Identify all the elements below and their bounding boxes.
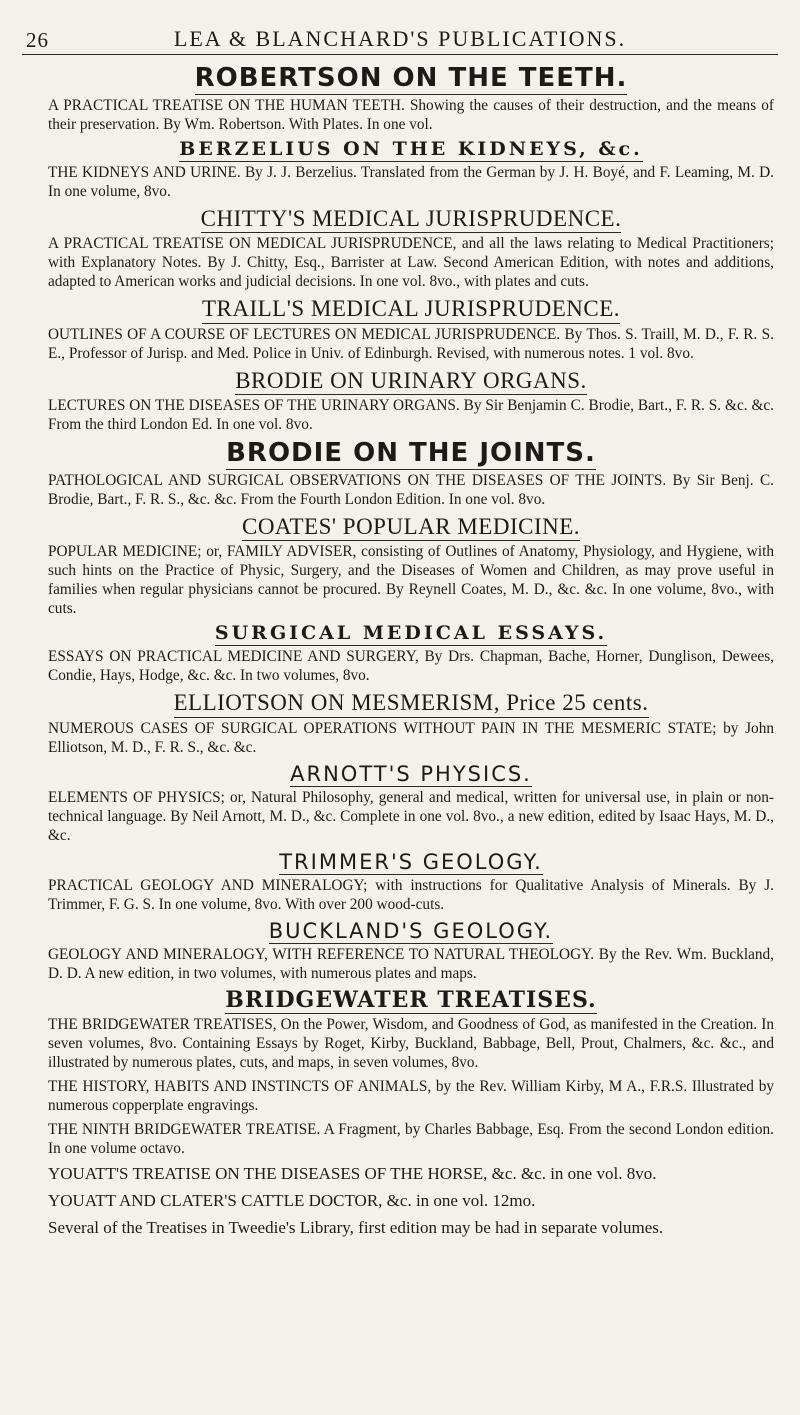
section-heading [48, 139, 774, 162]
section-heading [48, 988, 774, 1014]
catalogue-content [48, 62, 774, 1244]
section-heading-text: BRIDGEWATER TREATISES. [225, 987, 597, 1014]
section-heading [48, 64, 774, 95]
section-heading [48, 690, 774, 717]
section-heading-text: SURGICAL MEDICAL ESSAYS. [214, 622, 608, 645]
section-heading [48, 368, 774, 395]
catalogue-entry: PRACTICAL GEOLOGY AND MINERALOGY; with instructions for Qualitative Analysis of Minerals. By J. Trimmer, F. G. S. In one volume, 8vo. With over 200 wood-cuts. [48, 876, 774, 913]
catalogue-entry: OUTLINES OF A COURSE OF LECTURES ON MEDICAL JURISPRUDENCE. By Thos. S. Traill, M. D., F. R. S. E., Professor of Jurisp. and Med. Police in Univ. of Edinburgh. Revised, with numerous notes. 1 vol. 8vo. [48, 325, 774, 362]
section-heading-text: BERZELIUS ON THE KIDNEYS, &c. [179, 137, 643, 160]
section-heading-text: BUCKLAND'S GEOLOGY. [268, 918, 554, 943]
catalogue-entry: THE KIDNEYS AND URINE. By J. J. Berzelius. Translated from the German by J. H. Boyé, and F. Leaming, M. D. In one volume, 8vo. [48, 163, 774, 200]
running-head [22, 24, 778, 55]
catalogue-entry: PATHOLOGICAL AND SURGICAL OBSERVATIONS ON THE DISEASES OF THE JOINTS. By Sir Benj. C. Brodie, Bart., F. R. S., &c. &c. From the Fourth London Edition. In one vol. 8vo. [48, 471, 774, 508]
section-heading [48, 850, 774, 875]
section-heading [48, 514, 774, 541]
section-heading [48, 206, 774, 233]
section-heading-text: ROBERTSON ON THE TEETH. [194, 63, 628, 93]
section-heading-text: BRODIE ON THE JOINTS. [226, 438, 596, 469]
running-title: LEA & BLANCHARD'S PUBLICATIONS. [173, 26, 627, 51]
closing-entry: Several of the Treatises in Tweedie's Library, first edition may be had in separate volumes. [48, 1218, 664, 1238]
catalogue-entry: THE NINTH BRIDGEWATER TREATISE. A Fragment, by Charles Babbage, Esq. From the second London edition. In one volume octavo. [48, 1121, 774, 1158]
catalogue-entry: GEOLOGY AND MINERALOGY, WITH REFERENCE TO NATURAL THEOLOGY. By the Rev. Wm. Buckland, D. D. A new edition, in two volumes, with numerous plates and maps. [48, 946, 774, 983]
catalogue-entry: A PRACTICAL TREATISE ON MEDICAL JURISPRUDENCE, and all the laws relating to Medical Practitioners; with Explanatory Notes. By J. Chitty, Esq., Barrister at Law. Second American Edition, with notes and additions, adapted to American works and judicial decisions. In one vol. 8vo., with plates and cuts. [48, 235, 774, 291]
catalogue-entry: ESSAYS ON PRACTICAL MEDICINE AND SURGERY, By Drs. Chapman, Bache, Horner, Dunglison, Dewees, Condie, Hays, Hodge, &c. &c. In two volumes, 8vo. [48, 648, 774, 685]
catalogue-entry: THE BRIDGEWATER TREATISES, On the Power, Wisdom, and Goodness of God, as manifested in the Creation. In seven volumes, 8vo. Containing Essays by Roget, Kirby, Buckland, Babbage, Bell, Prout, Chalmers, &c. &c., and illustrated by numerous plates, cuts, and maps, in seven volumes, 8vo. [48, 1016, 774, 1072]
page-number: 26 [26, 28, 49, 52]
section-heading [48, 439, 774, 470]
catalogue-entry: LECTURES ON THE DISEASES OF THE URINARY ORGANS. By Sir Benjamin C. Brodie, Bart., F. R. S. &c. &c. From the third London Ed. In one vol. 8vo. [48, 397, 774, 434]
catalogue-entry: A PRACTICAL TREATISE ON THE HUMAN TEETH. Showing the causes of their destruction, and the means of their preservation. By Wm. Robertson. With Plates. In one vol. [48, 96, 774, 133]
section-heading-text: COATES' POPULAR MEDICINE. [242, 514, 580, 541]
section-heading-text: BRODIE ON URINARY ORGANS. [235, 368, 587, 395]
section-heading-text: CHITTY'S MEDICAL JURISPRUDENCE. [201, 206, 622, 233]
closing-entry: YOUATT'S TREATISE ON THE DISEASES OF THE HORSE, &c. &c. in one vol. 8vo. [48, 1164, 657, 1184]
catalogue-entry: ELEMENTS OF PHYSICS; or, Natural Philosophy, general and medical, written for universal use, in plain or non-technical language. By Neil Arnott, M. D., &c. Complete in one vol. 8vo., a new edition, edited by Isaac Hays, M. D., &c. [48, 788, 774, 844]
section-heading-text: ELLIOTSON ON MESMERISM, Price 25 cents. [174, 690, 649, 717]
section-heading [48, 919, 774, 944]
catalogue-entry: POPULAR MEDICINE; or, FAMILY ADVISER, consisting of Outlines of Anatomy, Physiology, and Hygiene, with such hints on the Practice of Physic, Surgery, and the Diseases of Women and Children, as may prove useful in families when regular physicians cannot be procured. By Reynell Coates, M. D., &c. &c. In one volume, 8vo., with cuts. [48, 543, 774, 618]
closing-entry: YOUATT AND CLATER'S CATTLE DOCTOR, &c. in one vol. 12mo. [48, 1191, 536, 1211]
catalogue-entry: THE HISTORY, HABITS AND INSTINCTS OF ANIMALS, by the Rev. William Kirby, M A., F.R.S. Illustrated by numerous copperplate engravings. [48, 1078, 774, 1115]
section-heading-text: ARNOTT'S PHYSICS. [290, 761, 532, 786]
section-heading [48, 762, 774, 787]
section-heading [48, 623, 774, 646]
section-heading-text: TRAILL'S MEDICAL JURISPRUDENCE. [202, 296, 620, 323]
section-heading [48, 296, 774, 323]
section-heading-text: TRIMMER'S GEOLOGY. [279, 849, 543, 874]
catalogue-entry: NUMEROUS CASES OF SURGICAL OPERATIONS WITHOUT PAIN IN THE MESMERIC STATE; by John Elliotson, M. D., F. R. S., &c. &c. [48, 719, 774, 756]
